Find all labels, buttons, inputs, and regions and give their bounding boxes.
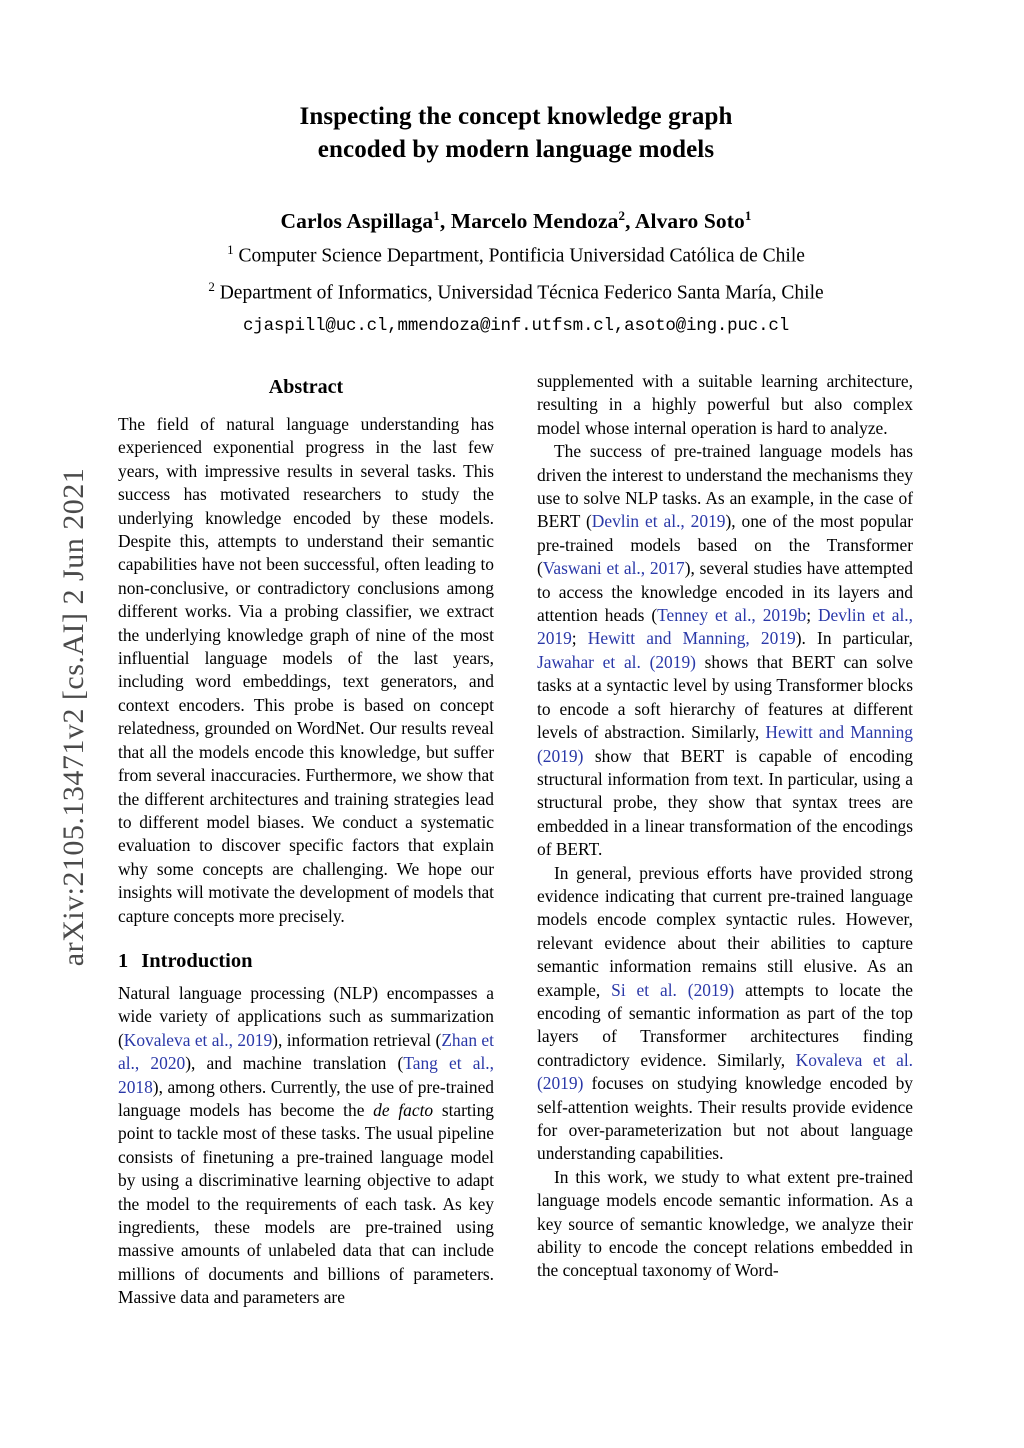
author-separator-2: , [625, 209, 635, 234]
affiliation-1 [118, 241, 914, 271]
affiliation-2-marker: 2 [208, 278, 215, 294]
section-heading-introduction [118, 950, 494, 973]
affiliation-2-text: Department of Informatics, Universidad Técnica Federico Santa María, Chile [214, 282, 824, 304]
arxiv-stamp: arXiv:2105.13471v2 [cs.AI] 2 Jun 2021 [57, 467, 90, 967]
paper-header [118, 100, 914, 336]
author-emails: cjaspill@uc.cl,mmendoza@inf.utfsm.cl,asoto@ing.puc.cl [243, 315, 789, 336]
author-separator-1: , [439, 209, 451, 234]
affiliation-1-text: Computer Science Department, Pontificia Universidad Católica de Chile [233, 245, 805, 267]
author-1-affil-marker: 1 [433, 208, 440, 223]
two-column-body [118, 370, 914, 1310]
abstract-text: The field of natural language understanding has experienced exponential progress in the last few years, with impressive results in several tasks. This success has motivated researchers to study the underlying knowledge encoded by these models. Despite this, attempts to understand their semantic capabilities have not been successful, often leading to non-conclusive, or contradictory conclusions among different works. Via a probing classifier, we extract the underlying knowledge graph of nine of the most influential language models of the last years, including word embeddings, text generators, and context encoders. This probe is based on concept relatedness, grounded on WordNet. Our results reveal that all the models encode this knowledge, but suffer from several inaccuracies. Furthermore, we show that the different architectures and training strategies lead to different model biases. We conduct a systematic evaluation to discover specific factors that explain why some concepts are challenging. We hope our insights will motivate the development of models that capture concepts more precisely. [118, 414, 494, 926]
author-3-affil-marker: 1 [744, 208, 752, 223]
title-line-1: Inspecting the concept knowledge graph [299, 103, 733, 130]
paragraph: supplemented with a suitable learning architecture, resulting in a highly powerful but also complex model whose internal operation is hard to analyze. [537, 371, 913, 438]
author-2-name: Marcelo Mendoza [450, 209, 619, 234]
paragraph: In general, previous efforts have provided strong evidence indicating that current pre-trained language models encode complex syntactic rules. However, relevant evidence about their abilities to capture semantic information remains still elusive. As an example, Si et al. (2019) attempts to locate the encoding of semantic information as part of the top layers of Transformer architectures finding contradictory evidence. Similarly, Kovaleva et al. (2019) focuses on studying knowledge encoded by self-attention weights. Their results provide evidence for over-parameterization but not about language understanding capabilities. [537, 862, 913, 1164]
affiliation-1-marker: 1 [227, 242, 234, 258]
author-list [118, 208, 914, 234]
author-2-affil-marker: 2 [618, 208, 626, 223]
paragraph: The success of pre-trained language models has driven the interest to understand the mechanisms they use to solve NLP tasks. As an example, in the case of BERT (Devlin et al., 2019), one of the most popular pre-trained models based on the Transformer (Vaswani et al., 2017), several studies have attempted to access the knowledge encoded in its layers and attention heads (Tenney et al., 2019b; Devlin et al., 2019; Hewitt and Manning, 2019). In particular, Jawahar et al. (2019) shows that BERT can solve tasks at a syntactic level by using Transformer blocks to encode a soft hierarchy of features at different levels of abstraction. Similarly, Hewitt and Manning (2019) show that BERT is capable of encoding structural information from text. In particular, using a structural probe, they show that syntax trees are embedded in a linear transformation of the encodings of BERT. [537, 441, 914, 860]
section-title: Introduction [141, 949, 253, 972]
title-line-2: encoded by modern language models [317, 136, 715, 163]
affiliation-2 [118, 278, 914, 308]
section-number: 1 [118, 949, 129, 972]
page-title [118, 100, 914, 166]
left-column [118, 370, 494, 1310]
paragraph: Natural language processing (NLP) encompasses a wide variety of applications such as summarization (Kovaleva et al., 2019), information retrieval (Zhan et al., 2020), and machine translation (Tang et al., 2018), among others. Currently, the use of pre-trained language models has become the de facto starting point to tackle most of these tasks. The usual pipeline consists of finetuning a pre-trained language model by using a discriminative learning objective to adapt the model to the requirements of each task. As key ingredients, these models are pre-trained using massive amounts of unlabeled data that can include millions of documents and billions of parameters. Massive data and parameters are [118, 982, 494, 1308]
author-1-name: Carlos Aspillaga [280, 209, 434, 234]
author-3-name: Alvaro Soto [634, 209, 745, 234]
abstract-heading: Abstract [268, 376, 344, 398]
right-column [537, 370, 913, 1310]
paragraph: In this work, we study to what extent pre-trained language models encode semantic information. As a key source of semantic knowledge, we analyze their ability to encode the concept relations embedded in the conceptual taxonomy of Word- [537, 1166, 913, 1281]
